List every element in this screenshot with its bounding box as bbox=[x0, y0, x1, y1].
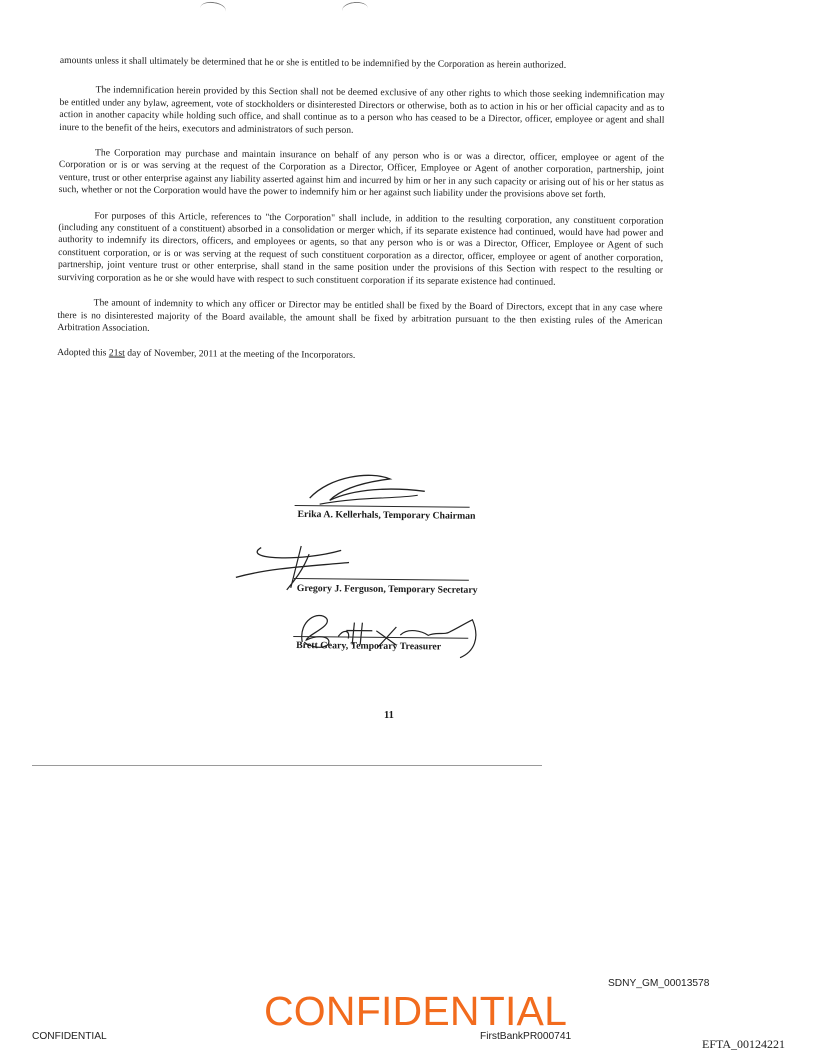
confidential-stamp: CONFIDENTIAL bbox=[264, 988, 568, 1034]
page-number: 11 bbox=[384, 710, 394, 721]
paragraph-insurance: The Corporation may purchase and maintain insurance on behalf of any person who is or was a director, officer, employee or agent of the Corporation or is or was serving at the request of the Corporation as a Director, Officer, Employee or Agent of another corporation, partnership, joint venture, trust or other enterprise against any liability asserted against him and incurred by him or her in any such capacity or arising out of his or her status as such, whether or not the Corporation would have the power to indemnify him or her against such liability under the provisions above set forth. bbox=[58, 147, 665, 201]
adoption-day: 21st bbox=[108, 347, 125, 359]
paragraph-amount: The amount of indemnity to which any officer or Director may be entitled shall be fixed by the Board of Directors, except that in any case where there is no disinterested majority of the Board available, the amount shall be fixed by arbitration pursuant to the then existing rules of the American Arbitration Association. bbox=[57, 297, 663, 334]
signature-geary bbox=[288, 600, 489, 662]
signature-kellerhals bbox=[300, 468, 430, 509]
adoption-statement: Adopted this 21st day of November, 2011 at the meeting of the Incorporators. bbox=[57, 347, 356, 362]
paragraph-definitions: For purposes of this Article, references to "the Corporation" shall include, in addition to the resulting corporation, any constituent corporation (including any constituent of a constituent) absorbed in a consolidation or merger which, if its separate existence had continued, would have had power and authority to indemnify its directors, officers, and employees or agents, so that any person who is or was a Director, Officer, Employee or Agent of such constituent corporation, or is or was serving at the request of such constituent corporation as a director, officer, employee or agent of another corporation, partnership, joint venture trust or other enterprise, shall stand in the same position under the provisions of this Section with respect to the resulting or surviving corporation as he or she would have with respect to such constituent corporation if its separate existence had continued. bbox=[57, 209, 664, 288]
page-divider bbox=[32, 765, 542, 766]
paragraph-continuation: amounts unless it shall ultimately be determined that he or she is entitled to be indemnified by the Corporation as herein authorized. bbox=[59, 55, 567, 71]
signatory-treasurer: Brett Geary, Temporary Treasurer bbox=[296, 639, 442, 653]
efta-number: EFTA_00124221 bbox=[702, 1037, 786, 1051]
production-number: FirstBankPR000741 bbox=[480, 1031, 572, 1042]
confidential-label: CONFIDENTIAL bbox=[32, 1031, 107, 1042]
signatory-chairman: Erika A. Kellerhals, Temporary Chairman bbox=[297, 508, 476, 522]
paragraph-exclusivity: The indemnification herein provided by this Section shall not be deemed exclusive of any other rights to which those seeking indemnification may be entitled under any bylaw, agreement, vote of stockholders or disinterested Directors or otherwise, both as to action in his or her official capacity and as to action in another capacity while holding such office, and shall continue as to a person who has ceased to be a Director, officer, employee or agent and shall inure to the benefit of the heirs, executors and administrators of such person. bbox=[59, 84, 665, 136]
bates-number: SDNY_GM_00013578 bbox=[608, 978, 710, 989]
signatory-secretary: Gregory J. Ferguson, Temporary Secretary bbox=[296, 582, 478, 596]
